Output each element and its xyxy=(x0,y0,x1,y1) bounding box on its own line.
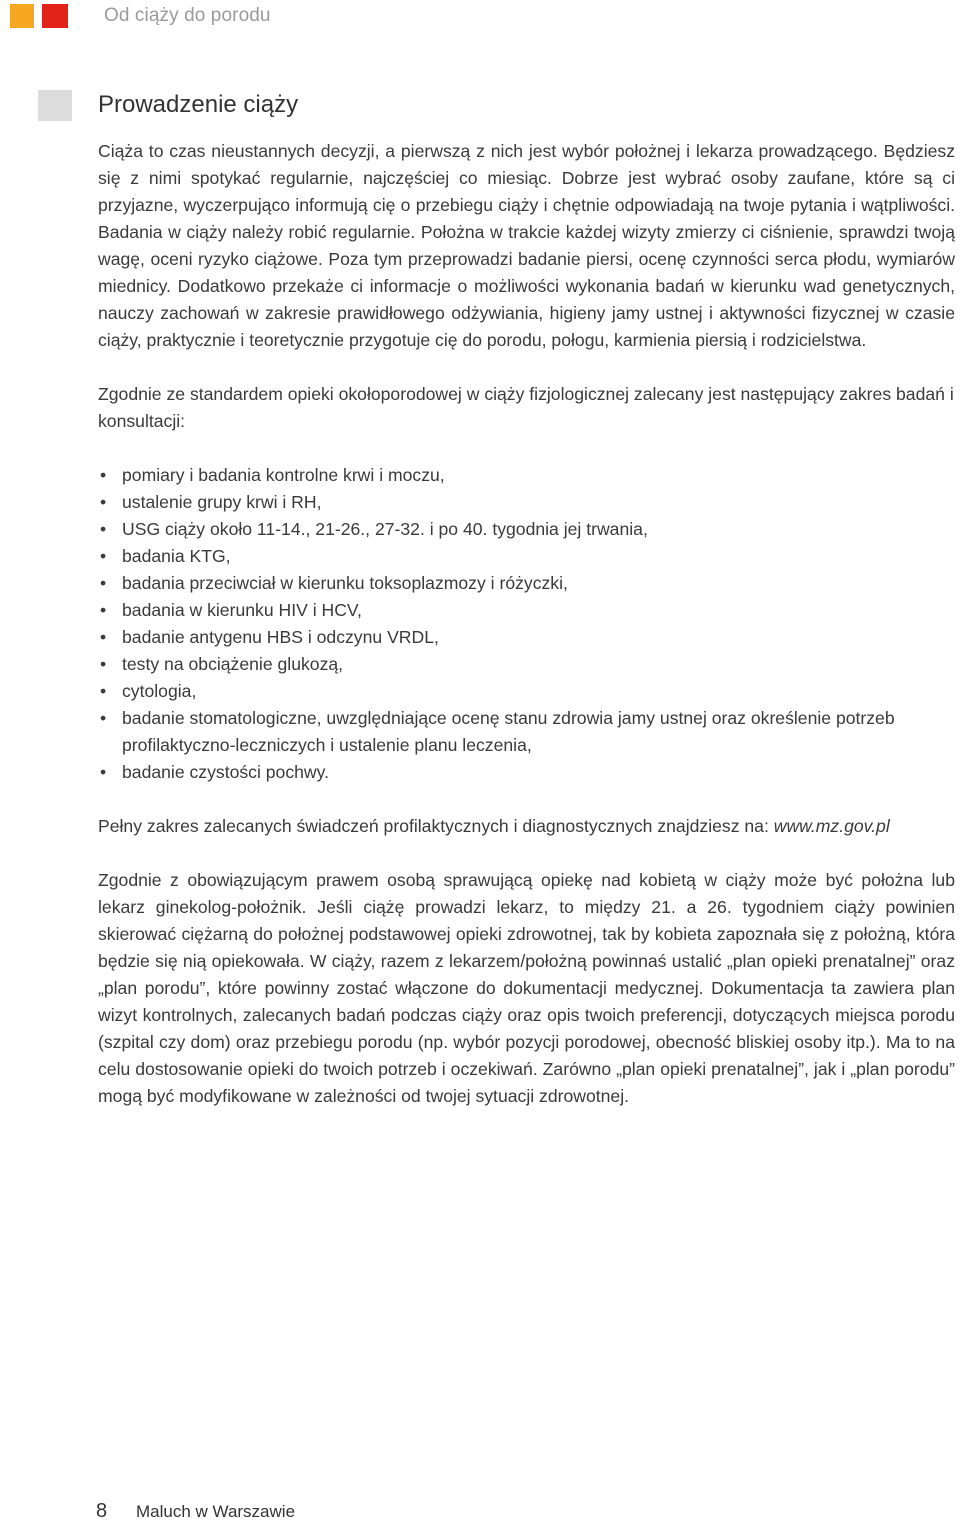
section-marker-icon xyxy=(38,90,72,121)
list-item-text: ustalenie grupy krwi i RH, xyxy=(122,492,322,512)
list-item-text: badania KTG, xyxy=(122,546,231,566)
list-item xyxy=(98,543,955,570)
spacer xyxy=(98,354,955,381)
bullet-icon: • xyxy=(100,681,107,701)
bullet-icon: • xyxy=(100,465,107,485)
list-item-text: badanie stomatologiczne, uwzględniające ocenę stanu zdrowia jamy ustnej oraz określenie potrzeb profilaktyczno-leczniczych i ustalenie planu leczenia, xyxy=(122,708,895,755)
bullet-icon: • xyxy=(100,708,107,728)
bullet-icon: • xyxy=(100,519,107,539)
ministry-url-link[interactable]: www.mz.gov.pl xyxy=(773,816,890,836)
red-square-icon xyxy=(42,4,68,28)
list-item xyxy=(98,705,955,759)
list-item xyxy=(98,651,955,678)
list-item-text: testy na obciążenie glukozą, xyxy=(122,654,344,674)
spacer xyxy=(98,840,955,867)
list-item xyxy=(98,516,955,543)
list-item-text: badanie antygenu HBS i odczynu VRDL, xyxy=(122,627,439,647)
bullet-icon: • xyxy=(100,627,107,647)
list-item-text: USG ciąży około 11-14., 21-26., 27-32. i po 40. tygodnia jej trwania, xyxy=(122,519,648,539)
list-item xyxy=(98,759,955,786)
page-header xyxy=(0,0,960,34)
page-footer xyxy=(96,1500,295,1523)
bullet-icon: • xyxy=(100,762,107,782)
full-scope-text: Pełny zakres zalecanych świadczeń profilaktycznych i diagnostycznych znajdziesz na: xyxy=(98,816,774,836)
list-item-text: badanie czystości pochwy. xyxy=(122,762,329,782)
list-item xyxy=(98,597,955,624)
list-item-text: cytologia, xyxy=(122,681,197,701)
bullet-icon: • xyxy=(100,654,107,674)
list-item xyxy=(98,624,955,651)
spacer xyxy=(98,786,955,813)
section-title: Prowadzenie ciąży xyxy=(98,91,299,118)
main-content xyxy=(98,138,955,1110)
law-paragraph: Zgodnie z obowiązującym prawem osobą sprawującą opiekę nad kobietą w ciąży może być położna lub lekarz ginekolog-położnik. Jeśli ciążę prowadzi lekarz, to między 21. a 26. tygodniem ciąży powinien skierować ciężarną do położnej podstawowej opieki zdrowotnej, tak by kobieta zapoznała się z położną, która będzie się nią opiekowała. W ciąży, razem z lekarzem/położną powinnaś ustalić „plan opieki prenatalnej” oraz „plan porodu”, które powinny zostać włączone do dokumentacji medycznej. Dokumentacja ta zawiera plan wizyt kontrolnych, zalecanych badań podczas ciąży oraz opis twoich preferencji, dotyczących miejsca porodu (szpital czy dom) oraz przebiegu porodu (np. wybór pozycji porodowej, obecność bliskiej osoby itp.). Ma to na celu dostosowanie opieki do twoich potrzeb i oczekiwań. Zarówno „plan opieki prenatalnej”, jak i „plan porodu” mogą być modyfikowane w zależności od twojej sytuacji zdrowotnej. xyxy=(98,870,955,1106)
bullet-icon: • xyxy=(100,573,107,593)
running-header-title: Od ciąży do porodu xyxy=(104,5,271,26)
publication-name: Maluch w Warszawie xyxy=(136,1502,296,1521)
page-number: 8 xyxy=(96,1500,108,1522)
list-item-text: badania w kierunku HIV i HCV, xyxy=(122,600,362,620)
bullet-icon: • xyxy=(100,600,107,620)
list-item xyxy=(98,678,955,705)
list-item xyxy=(98,462,955,489)
standard-paragraph: Zgodnie ze standardem opieki okołoporodowej w ciąży fizjologicznej zalecany jest następujący zakres badań i konsultacji: xyxy=(98,384,954,431)
bullet-icon: • xyxy=(100,546,107,566)
list-item-text: pomiary i badania kontrolne krwi i moczu, xyxy=(122,465,445,485)
list-item-text: badania przeciwciał w kierunku toksoplazmozy i różyczki, xyxy=(122,573,568,593)
orange-square-icon xyxy=(10,4,34,28)
bullet-icon: • xyxy=(100,492,107,512)
full-scope-paragraph xyxy=(98,813,955,840)
list-item xyxy=(98,489,955,516)
spacer xyxy=(98,435,955,462)
list-item xyxy=(98,570,955,597)
intro-paragraph: Ciąża to czas nieustannych decyzji, a pierwszą z nich jest wybór położnej i lekarza prowadzącego. Będziesz się z nimi spotykać regularnie, najczęściej co miesiąc. Dobrze jest wybrać osoby zaufane, które są ci przyjazne, wyczerpująco informują cię o przebiegu ciąży i chętnie odpowiadają na twoje pytania i wątpliwości. Badania w ciąży należy robić regularnie. Położna w trakcie każdej wizyty zmierzy ci ciśnienie, sprawdzi twoją wagę, oceni ryzyko ciążowe. Poza tym przeprowadzi badanie piersi, ocenę czynności serca płodu, wymiarów miednicy. Dodatkowo przekaże ci informacje o możliwości wykonania badań w kierunku wad genetycznych, nauczy zachowań w zakresie prawidłowego odżywiania, higieny jamy ustnej i aktywności fizycznej w czasie ciąży, praktycznie i teoretycznie przygotuje cię do porodu, połogu, karmienia piersią i rodzicielstwa. xyxy=(98,141,955,350)
exam-list xyxy=(98,462,955,786)
